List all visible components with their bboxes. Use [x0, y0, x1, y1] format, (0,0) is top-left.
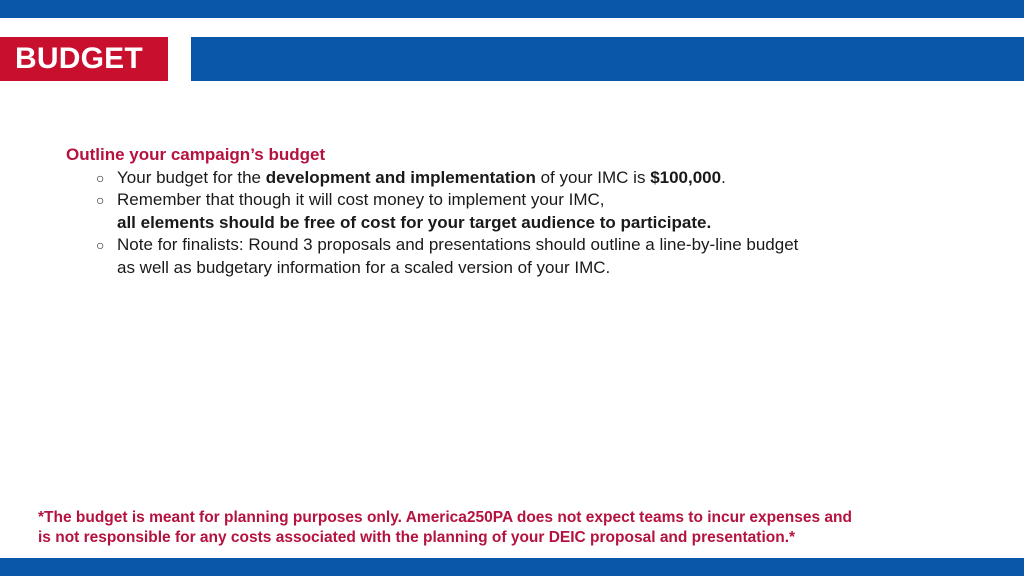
bullet-text: of your IMC is	[535, 167, 651, 187]
bullet-item	[66, 189, 946, 234]
bullet-item	[66, 234, 946, 279]
slide-title: BUDGET	[0, 37, 168, 81]
footnote-line: *The budget is meant for planning purposes only. America250PA does not expect teams to incur expenses and	[38, 509, 852, 526]
bullet-item	[66, 167, 946, 190]
bottom-accent-bar	[0, 558, 1024, 576]
title-accent-bar	[191, 37, 1024, 81]
bullet-text: Your budget for the	[117, 167, 266, 187]
bullet-list	[66, 167, 946, 280]
footnote	[38, 508, 938, 548]
section-heading: Outline your campaign’s budget	[66, 145, 326, 164]
bullet-text: Remember that though it will cost money to implement your IMC,	[117, 190, 605, 209]
bullet-bold-text: development and implementation	[265, 167, 536, 187]
top-accent-bar	[0, 0, 1024, 18]
footnote-line: is not responsible for any costs associated with the planning of your DEIC proposal and presentation.*	[38, 529, 796, 546]
budget-amount: $100,000	[650, 167, 722, 187]
bullet-circle-icon: ○	[96, 169, 105, 186]
content-block	[66, 144, 946, 279]
bullet-text: as well as budgetary information for a scaled version of your IMC.	[117, 257, 611, 277]
bullet-text: Note for finalists: Round 3 proposals and presentations should outline a line-by-line budget	[117, 235, 799, 254]
bullet-bold-text: all elements should be free of cost for your target audience to participate.	[117, 212, 712, 232]
bullet-text: .	[721, 167, 726, 187]
bullet-circle-icon: ○	[96, 192, 105, 208]
bullet-circle-icon: ○	[96, 237, 105, 253]
